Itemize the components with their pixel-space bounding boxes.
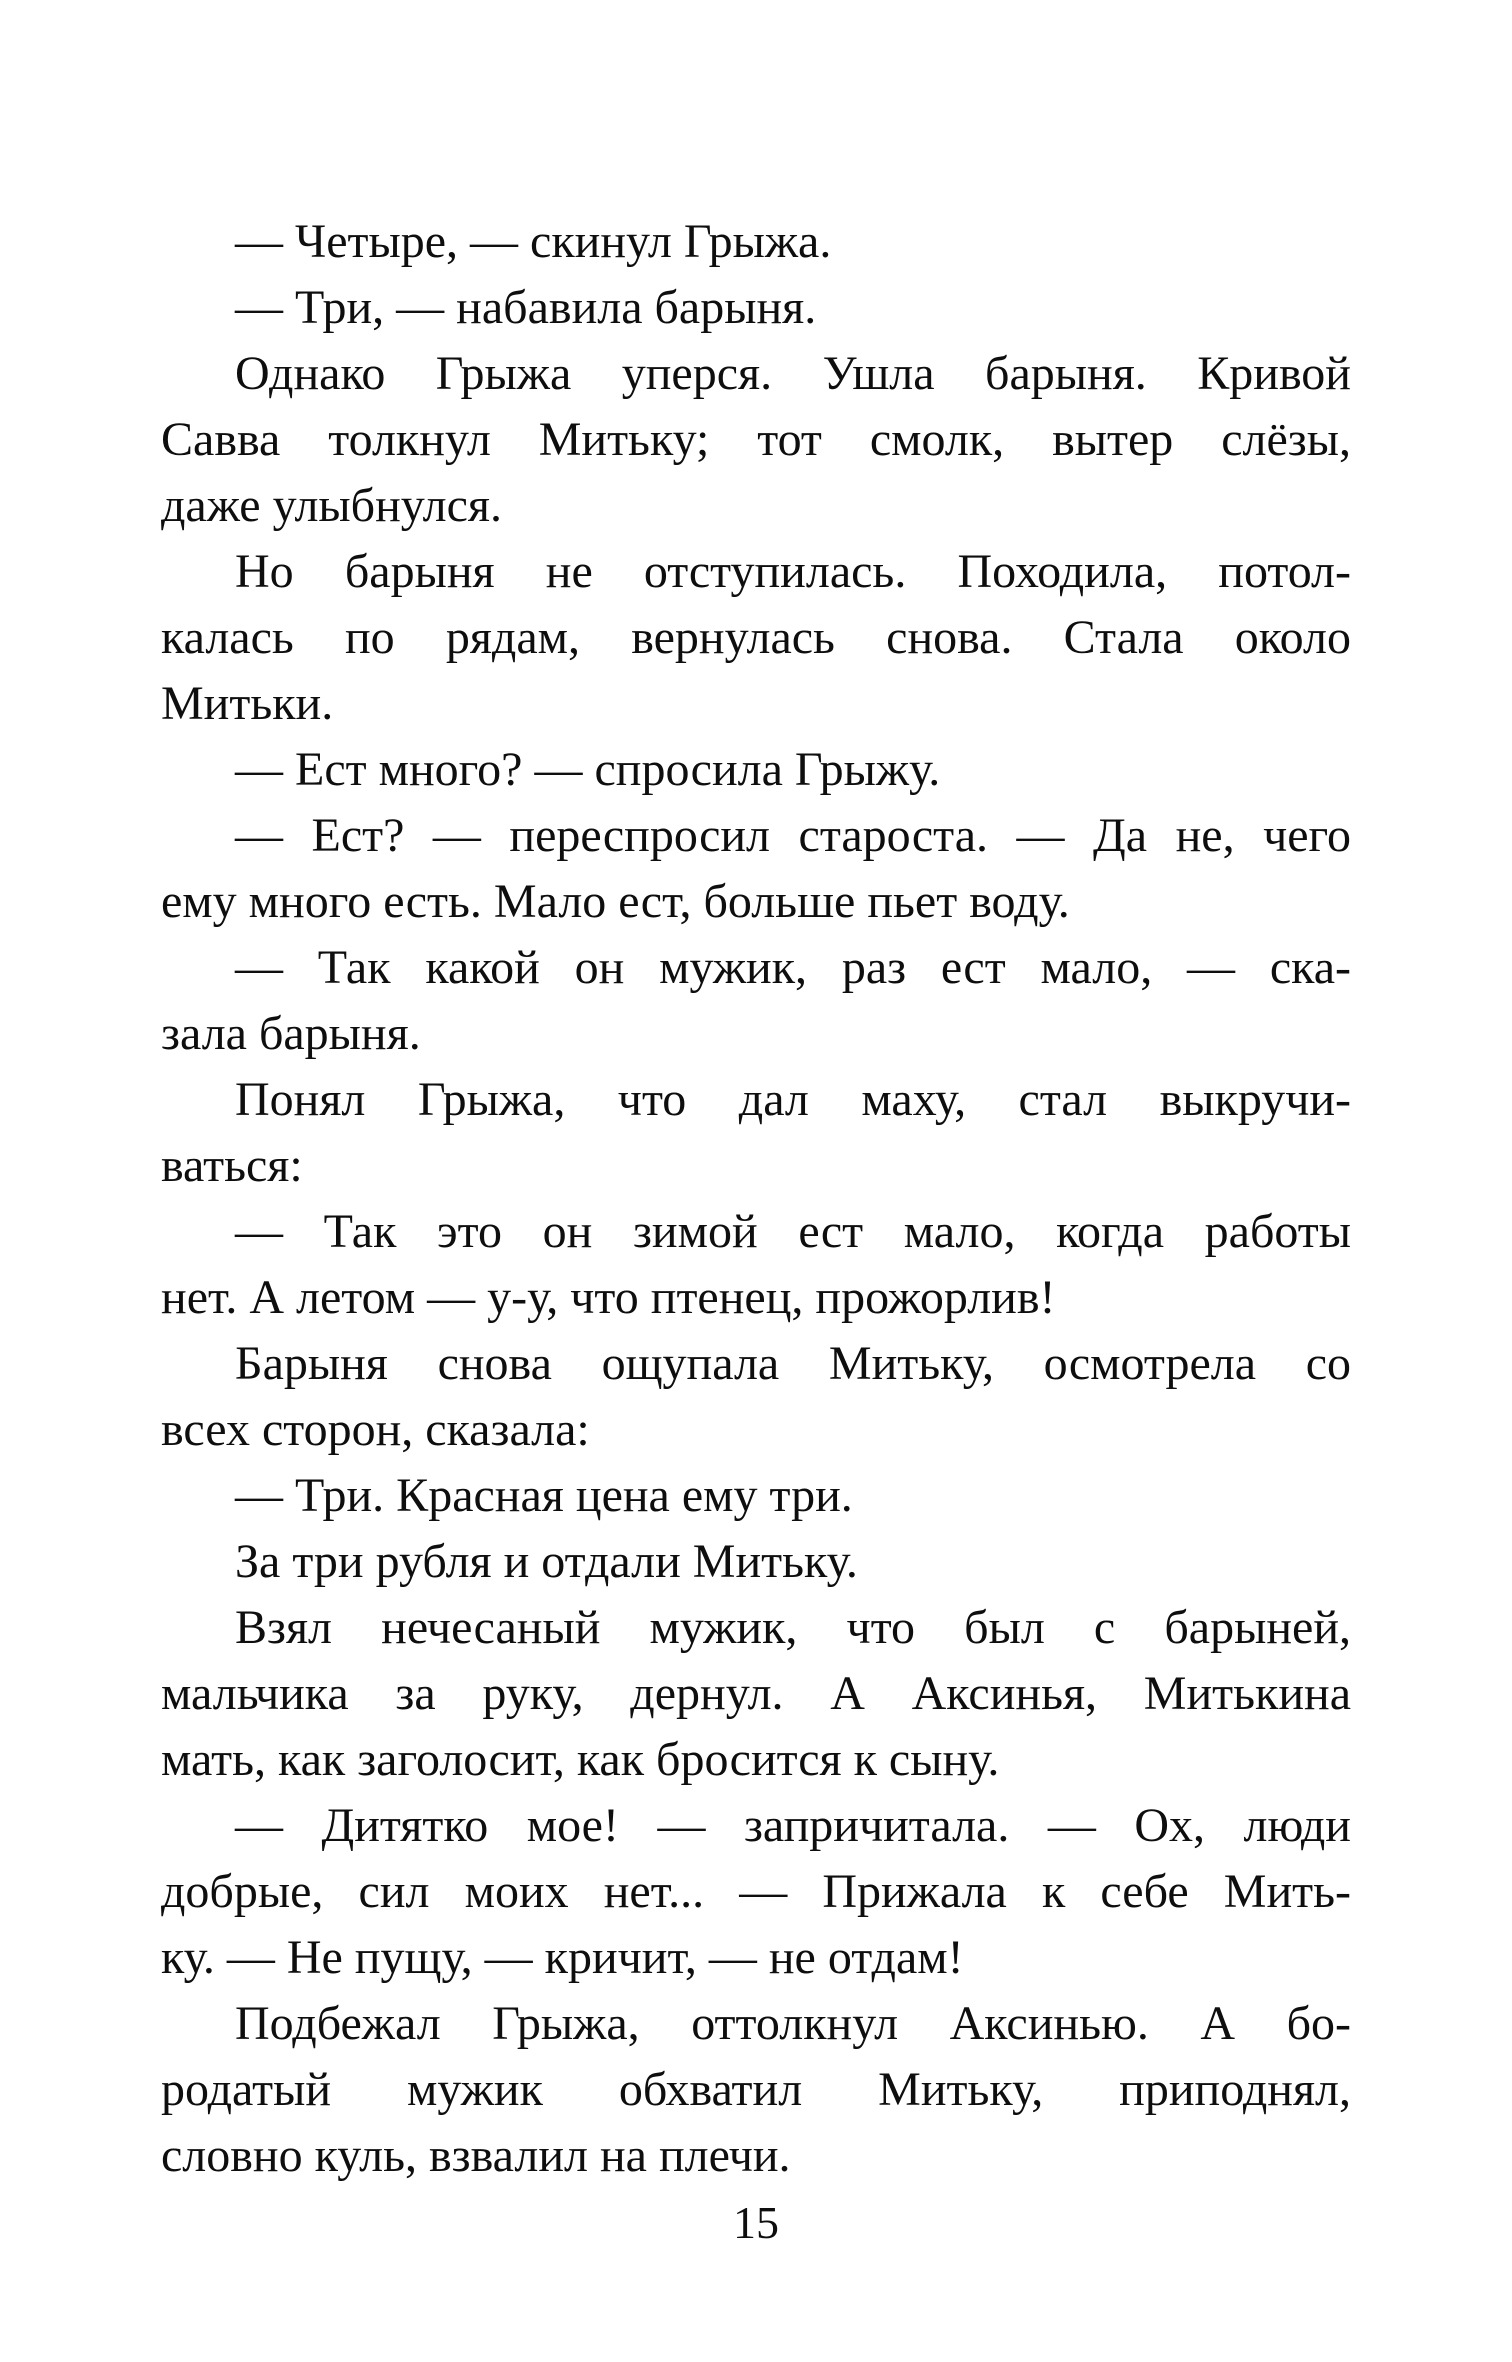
text-line: всех сторон, сказала: [161, 1403, 590, 1456]
text-line: — Ест? — переспросил староста. — Да не, чего [235, 809, 1351, 862]
text-line: — Так какой он мужик, раз ест мало, — ска- [235, 941, 1351, 994]
text-line: ку. — Не пущу, — кричит, — не отдам! [161, 1931, 964, 1984]
text-line: Савва толкнул Митьку; тот смолк, вытер слёзы, [161, 413, 1351, 466]
text-line: Подбежал Грыжа, оттолкнул Аксинью. А бо- [235, 1997, 1351, 2050]
text-line: — Дитятко мое! — запричитала. — Ох, люди [235, 1799, 1351, 1852]
text-line: — Три. Красная цена ему три. [235, 1469, 853, 1522]
text-line: Взял нечесаный мужик, что был с барыней, [235, 1601, 1351, 1654]
text-line: добрые, сил моих нет... — Прижала к себе Мить- [161, 1865, 1351, 1918]
text-line: ваться: [161, 1139, 303, 1192]
text-line: мальчика за руку, дернул. А Аксинья, Митькина [161, 1667, 1351, 1720]
text-line: зала барыня. [161, 1007, 421, 1060]
body-text [161, 209, 1351, 2189]
text-line: — Так это он зимой ест мало, когда работы [235, 1205, 1351, 1258]
text-line: Однако Грыжа уперся. Ушла барыня. Кривой [235, 347, 1351, 400]
text-line: Понял Грыжа, что дал маху, стал выкручи- [235, 1073, 1351, 1126]
text-line: За три рубля и отдали Митьку. [235, 1535, 858, 1588]
text-line: — Ест много? — спросила Грыжу. [235, 743, 941, 796]
text-line: даже улыбнулся. [161, 479, 502, 532]
text-line: мать, как заголосит, как бросится к сыну. [161, 1733, 1000, 1786]
text-line: — Три, — набавила барыня. [235, 281, 817, 334]
text-line: — Четыре, — скинул Грыжа. [235, 215, 832, 268]
text-line: Барыня снова ощупала Митьку, осмотрела со [235, 1337, 1351, 1390]
page-number: 15 [733, 2197, 779, 2248]
text-line: Митьки. [161, 677, 334, 730]
text-line: нет. А летом — у-у, что птенец, прожорлив! [161, 1271, 1056, 1324]
text-line: словно куль, взвалил на плечи. [161, 2129, 791, 2182]
text-line: родатый мужик обхватил Митьку, приподнял, [161, 2063, 1351, 2116]
text-line: калась по рядам, вернулась снова. Стала около [161, 611, 1351, 664]
text-line: Но барыня не отступилась. Походила, потол- [235, 545, 1351, 598]
text-line: ему много есть. Мало ест, больше пьет воду. [161, 875, 1070, 928]
